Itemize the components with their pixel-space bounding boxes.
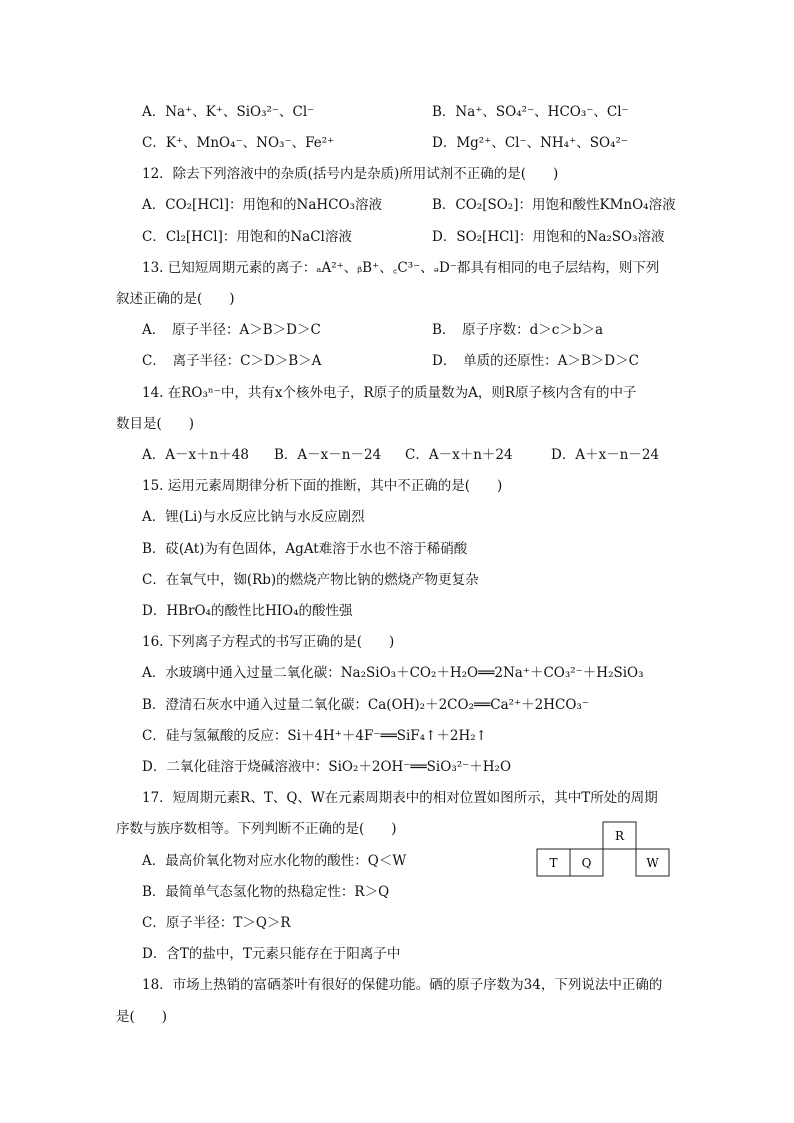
text-line: B．CO₂[SO₂]：用饱和酸性KMnO₄溶液 xyxy=(432,197,676,213)
text-line: A．A－x＋n＋48 xyxy=(142,447,249,463)
cell-t-label: T xyxy=(549,856,558,870)
text-line: 12．除去下列溶液中的杂质(括号内是杂质)所用试剂不正确的是( ) xyxy=(142,166,559,182)
text-line: B．Na⁺、SO₄²⁻、HCO₃⁻、Cl⁻ xyxy=(432,104,629,120)
text-line: 是( ) xyxy=(116,1009,168,1025)
text-line: A． 原子半径：A＞B＞D＞C xyxy=(142,322,321,338)
text-line: B．A－x－n－24 xyxy=(274,447,382,463)
text-line: 13. 已知短周期元素的离子：ₐA²⁺、ᵦB⁺、꜀C³⁻、ₔD⁻都具有相同的电子层结构，则下列 xyxy=(142,260,660,276)
cell-t-box xyxy=(537,849,570,876)
text-line: A．最高价氧化物对应水化物的酸性：Q＜W xyxy=(142,853,407,869)
text-line: 叙述正确的是( ) xyxy=(116,291,235,307)
text-line: A．水玻璃中通入过量二氧化碳：Na₂SiO₃＋CO₂＋H₂O══2Na⁺＋CO₃²⁻＋H₂SiO₃ xyxy=(142,665,644,681)
text-line: D．含T的盐中，T元素只能存在于阳离子中 xyxy=(142,946,401,962)
text-line: C．硅与氢氟酸的反应：Si＋4H⁺＋4F⁻══SiF₄↑＋2H₂↑ xyxy=(142,728,487,744)
text-line: A．Na⁺、K⁺、SiO₃²⁻、Cl⁻ xyxy=(142,104,315,120)
text-line: A．锂(Li)与水反应比钠与水反应剧烈 xyxy=(142,509,365,525)
cell-q-box xyxy=(570,849,603,876)
text-line: 数目是( ) xyxy=(116,416,195,432)
text-line: C．原子半径：T＞Q＞R xyxy=(142,915,291,931)
text-line: C．在氧气中，铷(Rb)的燃烧产物比钠的燃烧产物更复杂 xyxy=(142,572,479,588)
cell-w-label: W xyxy=(646,856,659,870)
text-line: D．Mg²⁺、Cl⁻、NH₄⁺、SO₄²⁻ xyxy=(432,135,628,151)
text-line: D．A＋x－n－24 xyxy=(551,447,660,463)
cell-r-box xyxy=(603,822,636,849)
text-line: C．A－x＋n＋24 xyxy=(405,447,513,463)
text-line: D．二氧化硅溶于烧碱溶液中：SiO₂＋2OH⁻══SiO₃²⁻＋H₂O xyxy=(142,759,512,775)
text-line: D． 单质的还原性：A＞B＞D＞C xyxy=(432,353,639,369)
text-line: C． 离子半径：C＞D＞B＞A xyxy=(142,353,322,369)
text-line: A．CO₂[HCl]：用饱和的NaHCO₃溶液 xyxy=(142,197,382,213)
text-line: B．砹(At)为有色固体，AgAt难溶于水也不溶于稀硝酸 xyxy=(142,541,468,557)
text-line: D．SO₂[HCl]：用饱和的Na₂SO₃溶液 xyxy=(432,229,665,245)
text-line: 17．短周期元素R、T、Q、W在元素周期表中的相对位置如图所示，其中T所处的周期 xyxy=(142,790,658,806)
text-line: 18．市场上热销的富硒茶叶有很好的保健功能。硒的原子序数为34，下列说法中正确的 xyxy=(142,977,663,993)
cell-w-box xyxy=(636,849,669,876)
text-line: B．澄清石灰水中通入过量二氧化碳：Ca(OH)₂＋2CO₂══Ca²⁺＋2HCO₃⁻ xyxy=(142,697,589,713)
cell-q-label: Q xyxy=(581,856,592,870)
text-line: C．K⁺、MnO₄⁻、NO₃⁻、Fe²⁺ xyxy=(142,135,335,151)
text-line: 16. 下列离子方程式的书写正确的是( ) xyxy=(142,634,395,650)
text-line: C．Cl₂[HCl]：用饱和的NaCl溶液 xyxy=(142,229,352,245)
text-line: B． 原子序数：d＞c＞b＞a xyxy=(432,322,604,338)
cell-r-label: R xyxy=(614,829,625,843)
text-line: 14. 在RO₃ⁿ⁻中，共有x个核外电子，R原子的质量数为A，则R原子核内含有的中子 xyxy=(142,385,637,401)
text-line: 15. 运用元素周期律分析下面的推断，其中不正确的是( ) xyxy=(142,478,503,494)
text-line: 序数与族序数相等。下列判断不正确的是( ) xyxy=(116,821,397,837)
text-line: D．HBrO₄的酸性比HIO₄的酸性强 xyxy=(142,603,353,619)
text-line: B．最简单气态氢化物的热稳定性：R＞Q xyxy=(142,884,390,900)
